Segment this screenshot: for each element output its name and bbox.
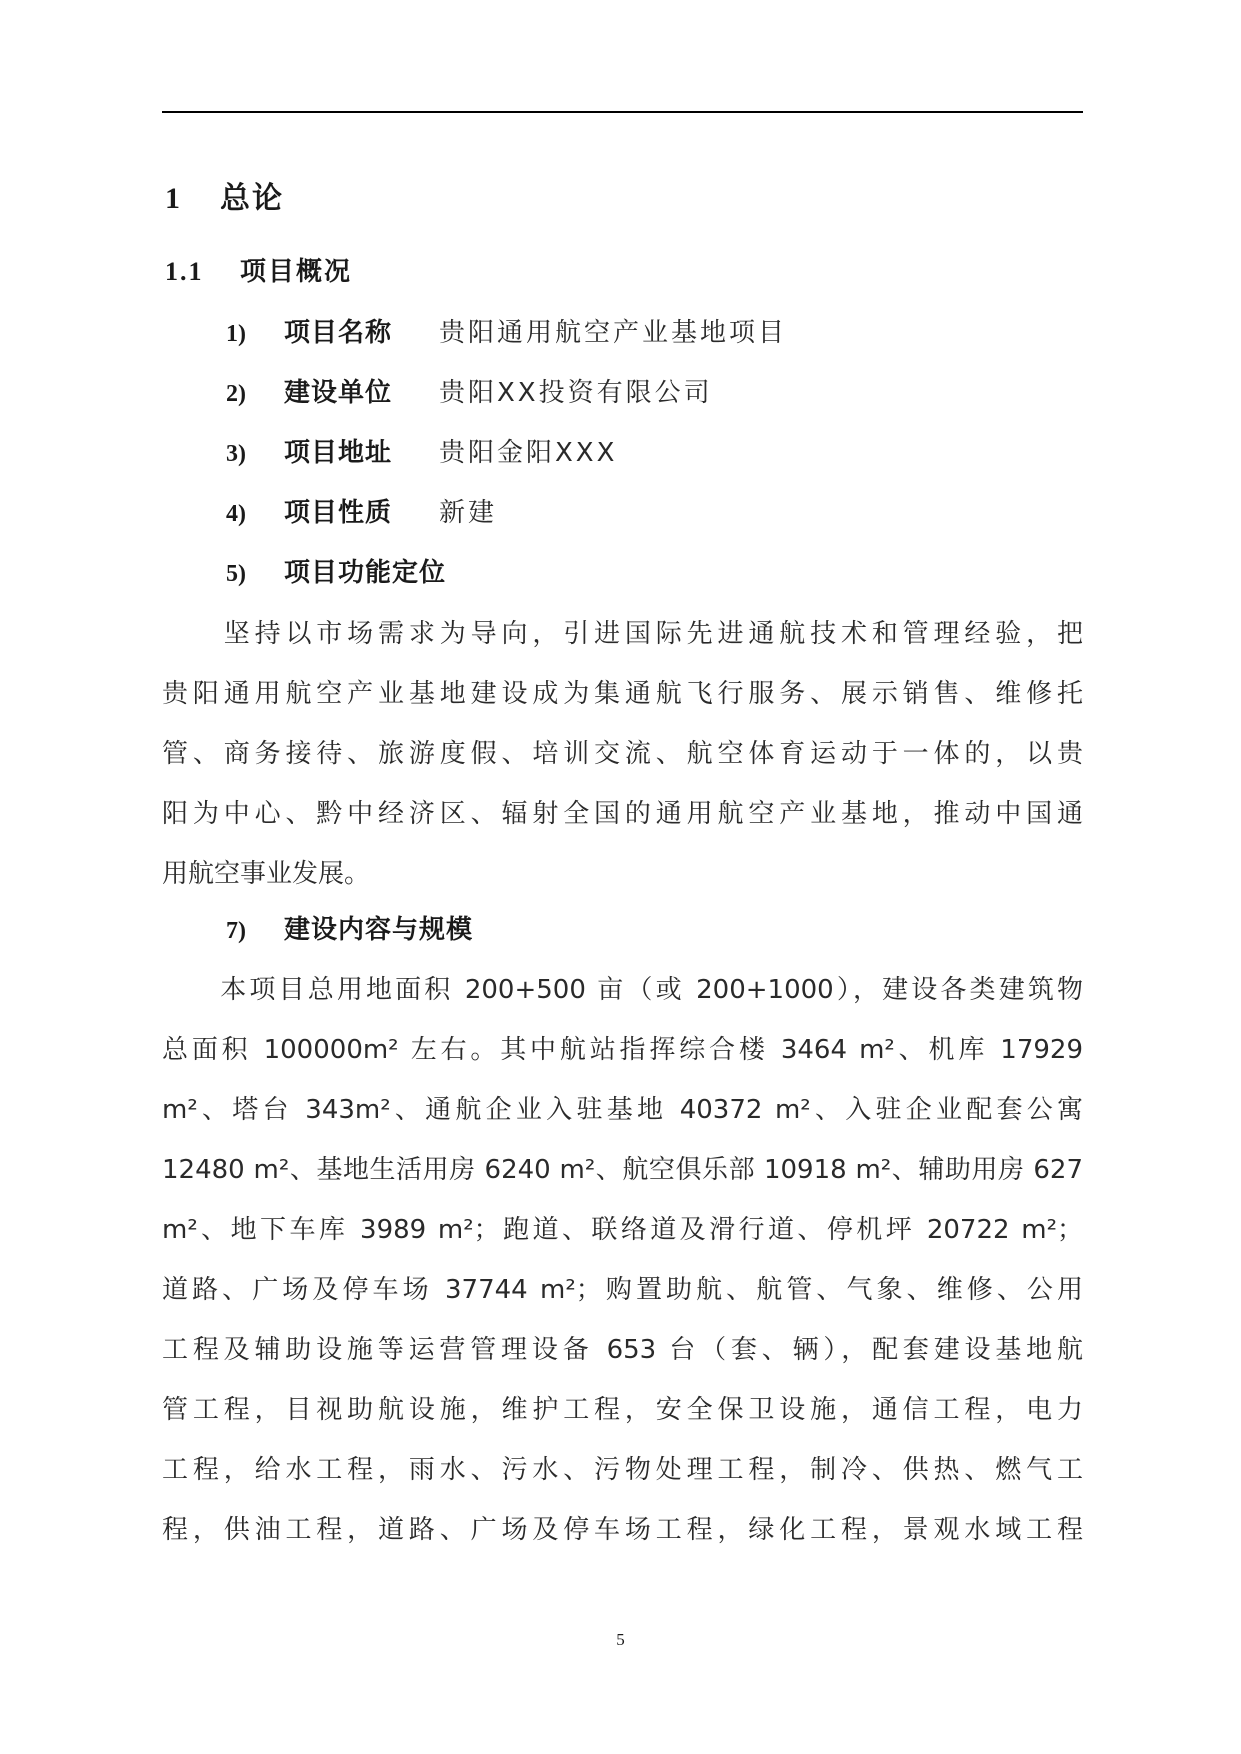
paragraph-line: 工程，给水工程，雨水、污水、污物处理工程，制冷、供热、燃气工 (162, 1455, 1083, 1485)
paragraph-line: 道路、广场及停车场 37744 m²；购置助航、航管、气象、维修、公用 (162, 1275, 1083, 1305)
list-item (226, 493, 497, 533)
list-item (226, 373, 713, 413)
item-label: 建设单位 (284, 378, 393, 408)
paragraph-line: 坚持以市场需求为导向，引进国际先进通航技术和管理经验，把 (162, 619, 1083, 649)
paragraph-line: 12480 m²、基地生活用房 6240 m²、航空俱乐部 10918 m²、辅助用房 627 (162, 1155, 1083, 1185)
item-number: 4) (226, 501, 246, 527)
item-number: 7) (226, 918, 246, 944)
paragraph-line: 工程及辅助设施等运营管理设备 653 台（套、辆），配套建设基地航 (162, 1335, 1083, 1365)
subsection-number: 1.1 (165, 257, 204, 286)
paragraph-line: 贵阳通用航空产业基地建设成为集通航飞行服务、展示销售、维修托 (162, 679, 1083, 709)
section-heading (165, 176, 284, 222)
item-value: 新建 (439, 498, 498, 528)
subsection-title: 项目概况 (240, 257, 353, 287)
item-value: 贵阳金阳XXX (439, 438, 618, 468)
section-title: 总论 (220, 181, 284, 216)
section-number: 1 (165, 182, 182, 215)
item-label: 项目性质 (284, 498, 393, 528)
paragraph-line: m²、地下车库 3989 m²；跑道、联络道及滑行道、停机坪 20722 m²； (162, 1215, 1083, 1245)
item-value: 贵阳通用航空产业基地项目 (439, 318, 788, 348)
positioning-paragraph (162, 604, 1083, 904)
paragraph-line: 总面积 100000m² 左右。其中航站指挥综合楼 3464 m²、机库 17929 (162, 1035, 1083, 1065)
item-number: 1) (226, 321, 246, 347)
paragraph-line: 用航空事业发展。 (162, 859, 371, 889)
subsection-heading (165, 252, 352, 292)
item-label: 项目地址 (284, 438, 393, 468)
item-value: 贵阳XX投资有限公司 (439, 378, 713, 408)
page-number: 5 (616, 1630, 625, 1649)
item-label: 建设内容与规模 (284, 915, 474, 945)
header-rule (162, 111, 1083, 113)
list-item (226, 910, 473, 950)
list-item (226, 433, 617, 473)
item-label: 项目功能定位 (284, 558, 447, 588)
item-number: 3) (226, 441, 246, 467)
item-number: 5) (226, 561, 246, 587)
paragraph-line: 管工程，目视助航设施，维护工程，安全保卫设施，通信工程，电力 (162, 1395, 1083, 1425)
paragraph-line: 阳为中心、黔中经济区、辐射全国的通用航空产业基地，推动中国通 (162, 799, 1083, 829)
scope-paragraph (162, 960, 1083, 1560)
paragraph-line: 管、商务接待、旅游度假、培训交流、航空体育运动于一体的，以贵 (162, 739, 1083, 769)
paragraph-line: 本项目总用地面积 200+500 亩（或 200+1000），建设各类建筑物 (162, 975, 1083, 1005)
list-item (226, 553, 446, 593)
paragraph-line: m²、塔台 343m²、通航企业入驻基地 40372 m²、入驻企业配套公寓 (162, 1095, 1083, 1125)
item-number: 2) (226, 381, 246, 407)
paragraph-line: 程，供油工程，道路、广场及停车场工程，绿化工程，景观水域工程 (162, 1515, 1083, 1545)
list-item (226, 313, 787, 353)
item-label: 项目名称 (284, 318, 393, 348)
